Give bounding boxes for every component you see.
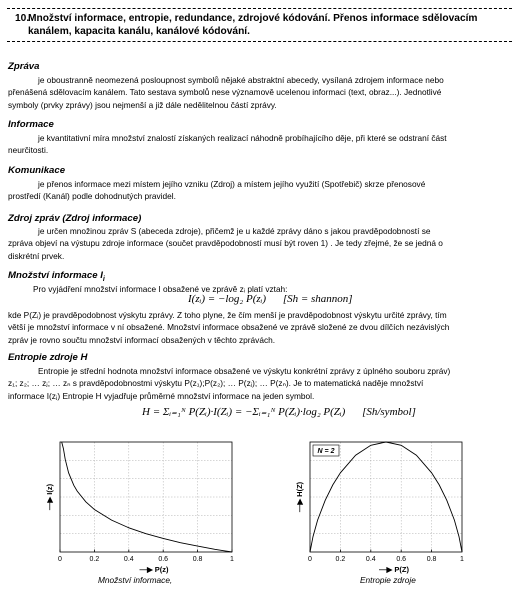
paragraph-line: je oboustranně neomezená posloupnost symbolů nějaké abstraktní abecedy, vysílaná zdrojem informace nebo	[38, 75, 444, 85]
paragraph-line: zpráva objeví na výstupu zdroje informace (součet pravděpodobností musí být roven 1) . Je tedy zřejmé, že se jedná o	[8, 238, 443, 249]
y-axis-label: —▶ H(Z)	[295, 481, 304, 513]
paragraph-informace	[8, 132, 511, 157]
paragraph-line: z₁; z₂; … zⱼ; … zₙ s pravděpodobnostmi výskytu P(z₁);P(z₂); … P(zⱼ); … P(zₙ). Je to matematická naděje množství	[8, 378, 424, 389]
section-title-zprava: Zpráva	[8, 61, 40, 72]
paragraph-line: symboly (prvky zprávy) jsou nejmenší a již dále nedělitelnou částí zprávy.	[8, 99, 277, 110]
paragraph-entropie	[8, 365, 511, 402]
x-axis-label: —▶ P(z)	[139, 565, 169, 574]
x-tick-label: 1	[460, 556, 464, 563]
paragraph-line: větší je množství informace v ní obsažené. Množství informace obsažené ve zprávě složené ze dvou dílčích nezávislých	[8, 322, 450, 333]
x-tick-label: 0	[308, 556, 312, 563]
equation-entropy	[142, 405, 416, 418]
top-rule	[7, 8, 512, 9]
paragraph-zdroj	[8, 225, 511, 262]
section-title-komunikace: Komunikace	[8, 165, 66, 176]
equation-entropy-unit: [Sh/symbol]	[362, 406, 416, 418]
chart-entropy	[292, 438, 470, 580]
plot-frame	[60, 442, 232, 552]
equation-information-formula: I(zᵢ) = −log₂ P(zᵢ)	[188, 293, 267, 305]
chapter-heading-line1: Množství informace, entropie, redundance, zdrojové kódování. Přenos informace sdělovacím	[28, 13, 478, 24]
paragraph-line: je kvantitativní míra množství znalostí získaných realizací náhodně probíhajícího děje, při které se odstraní část	[38, 133, 447, 143]
x-tick-label: 0.4	[365, 556, 376, 563]
x-tick-label: 0.2	[335, 556, 346, 563]
x-tick-label: 0.6	[396, 556, 407, 563]
chapter-heading	[15, 12, 513, 38]
paragraph-line: zpráv je rovno součtu množství informací obsažených v těchto zprávách.	[8, 334, 276, 345]
legend-text: N = 2	[317, 448, 335, 455]
section-title-mnozstvi: Množství informace $I_i$	[8, 270, 105, 283]
x-tick-label: 0	[58, 556, 62, 563]
x-tick-label: 0.6	[158, 556, 169, 563]
chart-information	[40, 438, 240, 580]
equation-information-unit: [Sh = shannon]	[282, 293, 353, 305]
equation-information	[188, 293, 353, 305]
chart-entropy-wrapper	[292, 438, 470, 585]
heading-rule	[7, 41, 512, 42]
paragraph-line: Pro vyjádření množství informace I obsažené ve zprávě zᵢ platí vztah:	[33, 284, 288, 294]
x-tick-label: 0.8	[426, 556, 437, 563]
chapter-heading-line2: kanálem, kapacita kanálu, kanálové kódování.	[28, 26, 250, 37]
section-title-informace: Informace	[8, 119, 54, 130]
paragraph-komunikace	[8, 178, 511, 203]
paragraph-mnozstvi	[8, 309, 511, 346]
paragraph-line: diskrétní prvek.	[8, 250, 65, 261]
x-tick-label: 0.8	[192, 556, 203, 563]
y-axis-label: —▶ I(z)	[45, 483, 54, 511]
chart-entropy-caption: Entropie zdroje	[360, 575, 416, 585]
x-tick-label: 0.2	[89, 556, 100, 563]
paragraph-line: je přenos informace mezi místem jejího vzniku (Zdroj) a místem jejího využití (Spotřebič) skrze přenosové	[38, 179, 426, 189]
paragraph-line: přenášená sdělovacím kanálem. Tato sestava symbolů nese významově ucelenou informaci (text, obraz...). Jednotlivé	[8, 87, 442, 98]
paragraph-line: kde P(Zᵢ) je pravděpodobnost výskytu zprávy. Z toho plyne, že čím menší je pravděpodobnost výskytu určité zprávy, tím	[8, 310, 447, 320]
chapter-number: 10.	[15, 13, 30, 24]
x-axis-label: —▶ P(Z)	[379, 565, 409, 574]
x-tick-label: 1	[230, 556, 234, 563]
chart-information-caption: Množství informace,	[98, 575, 173, 585]
paragraph-line: je určen množinou zpráv S (abeceda zdroje), přičemž je u každé zprávy dáno s jakou pravděpodobností se	[38, 226, 431, 236]
paragraph-line: neurčitosti.	[8, 145, 49, 156]
chart-information-wrapper	[40, 438, 240, 585]
paragraph-line: Entropie je střední hodnota množství informace obsažené ve výskytu konkrétní zprávy z úplného souboru zpráv)	[38, 366, 451, 376]
paragraph-line: informace I(zⱼ) Entropie H vyjadřuje průměrné množství informace na jeden symbol.	[8, 390, 315, 401]
paragraph-line: prostředí (Kanál) podle dohodnutých pravidel.	[8, 191, 176, 202]
paragraph-zprava	[8, 74, 511, 111]
section-title-zdroj: Zdroj zpráv (Zdroj informace)	[8, 213, 142, 224]
equation-entropy-formula: H = Σᵢ₌₁ᴺ P(Zᵢ)·I(Zᵢ) = −Σᵢ₌₁ᴺ P(Zᵢ)·log₂ P(Zᵢ)	[142, 406, 346, 418]
section-title-entropie: Entropie zdroje H	[8, 352, 88, 363]
x-tick-label: 0.4	[123, 556, 134, 563]
